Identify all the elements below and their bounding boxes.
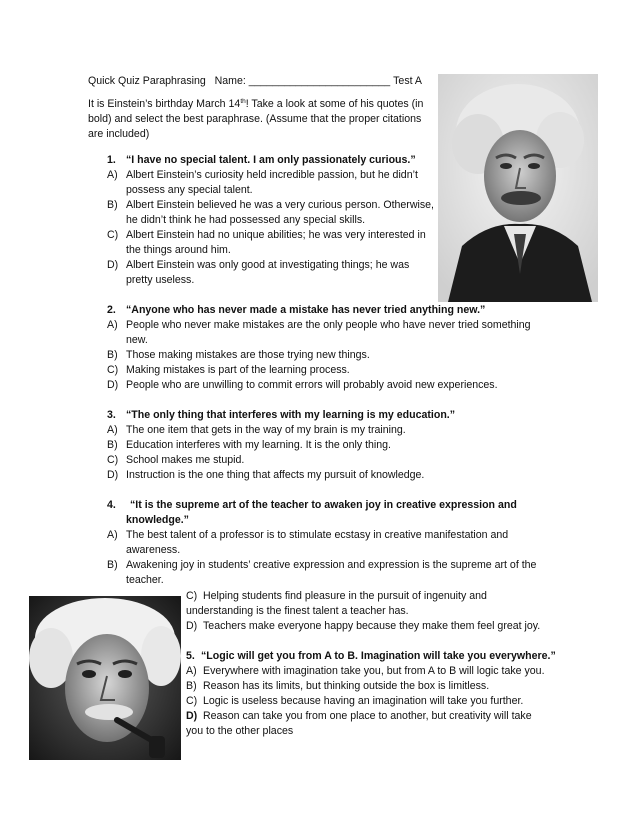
question-3-number: 3. [107,409,116,421]
question-3-quote: “The only thing that interferes with my learning is my education.” [126,409,456,421]
q4-option-b-letter: B) [107,559,118,571]
q5-option-b-line-1: Reason has its limits, but thinking outside the box is limitless. [203,680,490,692]
q1-option-b-letter: B) [107,199,118,211]
q2-option-c-letter: C) [107,364,119,376]
q4-option-d-letter: D) [186,620,198,632]
q3-option-c-letter: C) [107,454,119,466]
q5-option-a-letter: A) [186,665,197,677]
quiz-title: Quick Quiz Paraphrasing [88,75,206,87]
q5-option-b-letter: B) [186,680,197,692]
q2-option-b-line-1: Those making mistakes are those trying new things. [126,349,370,361]
einstein-portrait-photo [438,74,598,302]
intro-line-1: It is Einstein’s birthday March 14th! Take a look at some of his quotes (in [88,98,424,110]
q1-option-d-line-2: pretty useless. [126,274,195,286]
q5-option-d-line-1: Reason can take you from one place to another, but creativity will take [203,710,532,722]
q2-option-a-line-2: new. [126,334,148,346]
einstein-pipe-photo [29,596,181,760]
q4-option-a-line-1: The best talent of a professor is to stimulate ecstasy in creative manifestation and [126,529,509,541]
name-blank: ________________________ [248,75,391,87]
question-5-quote: “Logic will get you from A to B. Imagination will take you everywhere.” [201,650,556,662]
q2-option-b-letter: B) [107,349,118,361]
q4-option-a-letter: A) [107,529,118,541]
question-5-number: 5. [186,650,195,662]
q3-option-a-line-1: The one item that gets in the way of my brain is my training. [126,424,406,436]
question-4-quote-line-2: knowledge.” [126,514,189,526]
name-label: Name: [214,75,246,87]
q4-option-c-letter: C) [186,590,198,602]
q2-option-c-line-1: Making mistakes is part of the learning process. [126,364,350,376]
q1-option-a-line-2: possess any special talent. [126,184,253,196]
q1-option-c-line-2: the things around him. [126,244,231,256]
question-2-number: 2. [107,304,116,316]
q3-option-c-line-1: School makes me stupid. [126,454,245,466]
q2-option-d-letter: D) [107,379,119,391]
intro-line-2: bold) and select the best paraphrase. (Assume that the proper citations [88,113,422,125]
quiz-header [88,74,422,89]
q2-option-d-line-1: People who are unwilling to commit errors will probably avoid new experiences. [126,379,498,391]
question-4-number: 4. [107,499,116,511]
q1-option-b-line-1: Albert Einstein believed he was a very curious person. Otherwise, [126,199,434,211]
q4-option-d-line-1: Teachers make everyone happy because they make them feel great joy. [203,620,541,632]
q1-option-a-letter: A) [107,169,118,181]
q2-option-a-letter: A) [107,319,118,331]
q4-option-a-line-2: awareness. [126,544,181,556]
q5-option-c-line-1: Logic is useless because having an imagination will take you further. [203,695,524,707]
q3-option-d-letter: D) [107,469,119,481]
q1-option-c-letter: C) [107,229,119,241]
q2-option-a-line-1: People who never make mistakes are the only people who have never tried something [126,319,531,331]
q5-option-d-line-2: you to the other places [186,725,294,737]
test-label: Test A [393,75,422,87]
q1-option-d-letter: D) [107,259,119,271]
question-4-quote-line-1: “It is the supreme art of the teacher to awaken joy in creative expression and [130,499,517,511]
q4-option-c-line-1: Helping students find pleasure in the pursuit of ingenuity and [203,590,487,602]
q3-option-a-letter: A) [107,424,118,436]
q4-option-b-line-1: Awakening joy in students’ creative expression and expression is the supreme art of the [126,559,537,571]
question-1-quote: “I have no special talent. I am only passionately curious.” [126,154,416,166]
q3-option-b-line-1: Education interferes with my learning. It is the only thing. [126,439,391,451]
intro-line-3: are included) [88,128,150,140]
q5-option-a-line-1: Everywhere with imagination take you, but from A to B will logic take you. [203,665,545,677]
q4-option-b-line-2: teacher. [126,574,164,586]
question-1-number: 1. [107,154,116,166]
q3-option-b-letter: B) [107,439,118,451]
q3-option-d-line-1: Instruction is the one thing that affects my pursuit of knowledge. [126,469,425,481]
q1-option-d-line-1: Albert Einstein was only good at investigating things; he was [126,259,410,271]
q5-option-d-letter: D) [186,710,198,722]
q1-option-a-line-1: Albert Einstein’s curiosity held incredible passion, but he didn’t [126,169,418,181]
q4-option-c-line-2: understanding is the finest talent a teacher has. [186,605,409,617]
q1-option-c-line-1: Albert Einstein had no unique abilities; he was very interested in [126,229,426,241]
q5-option-c-letter: C) [186,695,198,707]
question-2-quote: “Anyone who has never made a mistake has never tried anything new.” [126,304,486,316]
q1-option-b-line-2: he didn’t think he had possessed any special skills. [126,214,366,226]
